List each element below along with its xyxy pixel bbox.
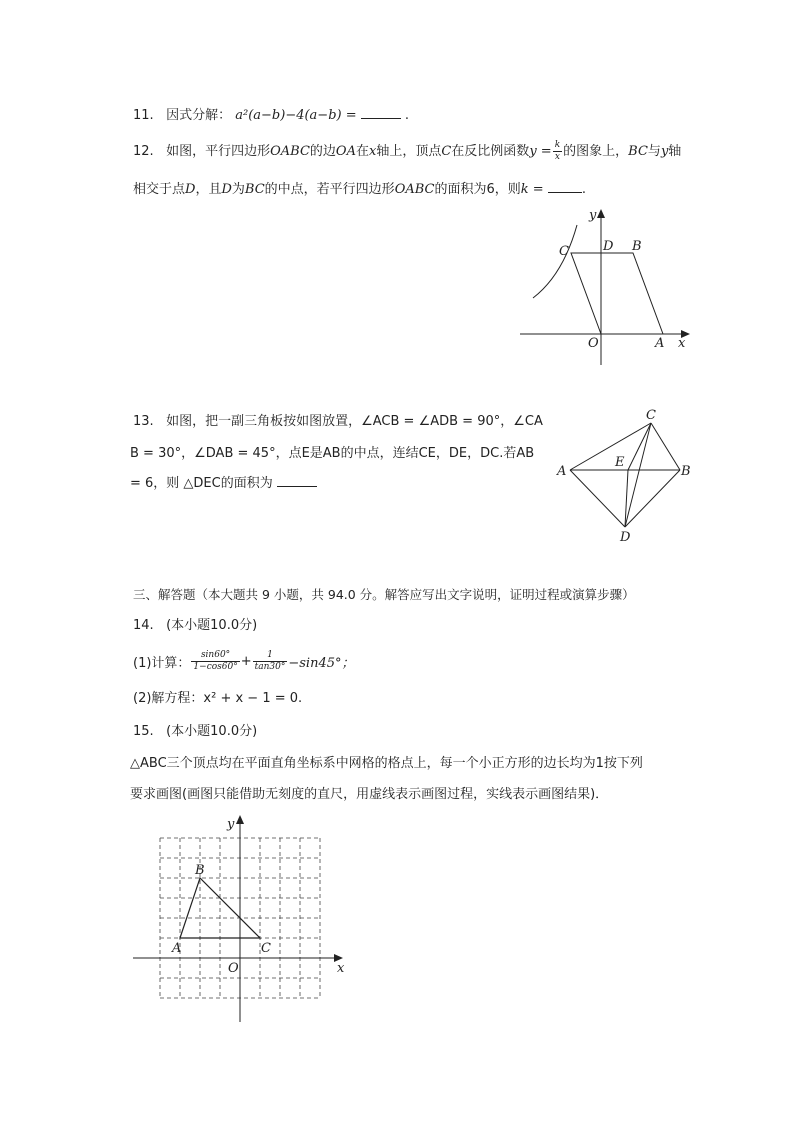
q14-f1-den: 1−cos60° bbox=[193, 662, 238, 672]
q13-label-b: B bbox=[681, 464, 691, 479]
question-14-part1 bbox=[133, 650, 355, 673]
q12-text-g: 与 bbox=[647, 144, 661, 159]
q13-line-cd bbox=[625, 423, 651, 527]
q13-line1: 如图，把一副三角板按如图放置，∠ACB = ∠ADB = 90°，∠CA bbox=[166, 414, 543, 429]
q11-number: 11. bbox=[133, 108, 154, 123]
q12-label-x: x bbox=[678, 336, 686, 351]
question-11 bbox=[133, 104, 409, 123]
question-13-line3 bbox=[130, 472, 317, 491]
q12-label-b: B bbox=[632, 239, 642, 254]
q12-text-e: 在反比例函数 bbox=[451, 144, 530, 159]
q12-text-a: 如图，平行四边形 bbox=[166, 144, 271, 159]
q12-frac-den: x bbox=[554, 152, 560, 162]
question-12-line1 bbox=[133, 140, 681, 163]
q13-line-ac bbox=[570, 423, 651, 470]
q12-frac-num: k bbox=[554, 140, 561, 150]
q11-answer-blank[interactable] bbox=[361, 118, 401, 119]
q12-bc-2: BC bbox=[244, 182, 265, 197]
question-13-line1 bbox=[133, 410, 543, 429]
q12-label-c: C bbox=[559, 244, 569, 259]
q13-line-ad bbox=[570, 470, 625, 527]
question-14-part2 bbox=[133, 687, 302, 706]
q12-text-c: 在 bbox=[355, 144, 369, 159]
section-3-title: 三、解答题（本大题共 9 小题，共 94.0 分。解答应写出文字说明，证明过程或演算步骤） bbox=[133, 587, 635, 602]
q15-score: (本小题10.0分) bbox=[166, 724, 258, 739]
q13-label-c: C bbox=[646, 408, 656, 423]
q15-figure bbox=[128, 812, 353, 1027]
q12-c: C bbox=[441, 144, 452, 159]
q13-label-a: A bbox=[557, 464, 567, 479]
q11-label: 因式分解： bbox=[166, 108, 232, 123]
q14-fraction-1 bbox=[191, 650, 239, 673]
q12-oa: OA bbox=[335, 144, 356, 159]
q13-line2: B = 30°，∠DAB = 45°，点E是AB的中点，连结CE，DE，DC.若AB bbox=[130, 446, 535, 461]
q12-line2-d: 的中点，若平行四边形 bbox=[264, 182, 395, 197]
question-14-header bbox=[133, 614, 257, 633]
q12-end: . bbox=[581, 182, 586, 197]
question-13-line2 bbox=[130, 442, 534, 461]
q12-number: 12. bbox=[133, 144, 154, 159]
q12-oabc-2: OABC bbox=[394, 182, 435, 197]
q14-f2-den: tan30° bbox=[254, 662, 286, 672]
q12-text-d: 轴上，顶点 bbox=[376, 144, 442, 159]
q11-end: . bbox=[404, 108, 410, 123]
q13-label-d: D bbox=[620, 530, 631, 545]
q14-score: (本小题10.0分) bbox=[166, 618, 258, 633]
q14-tail: −sin45°； bbox=[288, 656, 355, 671]
question-15-line2: 要求画图(画图只能借助无刻度的直尺，用虚线表示画图过程，实线表示画图结果)． bbox=[130, 787, 609, 802]
q12-answer-blank[interactable] bbox=[548, 192, 582, 193]
q12-label-o: O bbox=[588, 336, 599, 351]
q14-part2: (2)解方程：x² + x − 1 = 0. bbox=[133, 691, 303, 706]
q12-text-b: 的边 bbox=[309, 144, 336, 159]
q13-line-cb bbox=[651, 423, 680, 470]
question-12-line2 bbox=[133, 178, 586, 197]
q13-number: 13. bbox=[133, 414, 154, 429]
q12-fraction bbox=[553, 140, 562, 163]
q12-hyperbola bbox=[533, 225, 577, 298]
q12-figure bbox=[515, 205, 695, 370]
q12-y-eq: y = bbox=[529, 144, 552, 159]
q12-label-d: D bbox=[603, 239, 614, 254]
q12-d: D bbox=[185, 182, 196, 197]
q13-figure bbox=[550, 405, 700, 545]
q14-f2-num: 1 bbox=[253, 650, 288, 662]
q14-part1-label: (1)计算： bbox=[133, 656, 191, 671]
q12-line2-b: ，且 bbox=[195, 182, 222, 197]
q12-d-2: D bbox=[221, 182, 232, 197]
question-15-line1: △ABC三个顶点均在平面直角坐标系中网格的格点上，每一个小正方形的边长均为1按下列 bbox=[130, 756, 643, 771]
q14-plus: + bbox=[240, 654, 252, 669]
q12-line2-e: 的面积为6，则 bbox=[434, 182, 521, 197]
q12-line2-a: 相交于点 bbox=[133, 182, 186, 197]
q15-label-c: C bbox=[261, 941, 271, 956]
q11-expression: a²(a−b)−4(a−b) = bbox=[235, 108, 357, 123]
q12-x: x bbox=[368, 144, 377, 159]
q12-y-arrow bbox=[597, 209, 605, 218]
q12-text-f: 的图象上， bbox=[563, 144, 629, 159]
q13-line3: = 6，则 △DEC的面积为 bbox=[130, 476, 273, 491]
q14-fraction-2 bbox=[253, 650, 288, 673]
q15-label-x: x bbox=[337, 961, 345, 976]
q12-line2-c: 为 bbox=[231, 182, 245, 197]
q12-parallelogram bbox=[571, 253, 663, 334]
q12-k-eq: k = bbox=[520, 182, 544, 197]
question-15-header bbox=[133, 720, 257, 739]
q14-f1-num: sin60° bbox=[191, 650, 239, 662]
q15-label-a: A bbox=[172, 941, 182, 956]
q12-text-h: 轴 bbox=[668, 144, 682, 159]
q15-label-b: B bbox=[195, 863, 205, 878]
q13-label-e: E bbox=[615, 455, 625, 470]
q13-answer-blank[interactable] bbox=[277, 486, 317, 487]
q15-label-o: O bbox=[228, 961, 239, 976]
q15-label-y: y bbox=[227, 817, 235, 832]
q12-label-a: A bbox=[655, 336, 665, 351]
q15-number: 15. bbox=[133, 724, 154, 739]
q12-label-y: y bbox=[589, 208, 597, 223]
q13-line-db bbox=[625, 470, 680, 527]
q12-bc: BC bbox=[628, 144, 648, 159]
q15-y-arrow bbox=[236, 815, 244, 824]
q12-y: y bbox=[660, 144, 669, 159]
q12-oabc: OABC bbox=[270, 144, 310, 159]
q14-number: 14. bbox=[133, 618, 154, 633]
